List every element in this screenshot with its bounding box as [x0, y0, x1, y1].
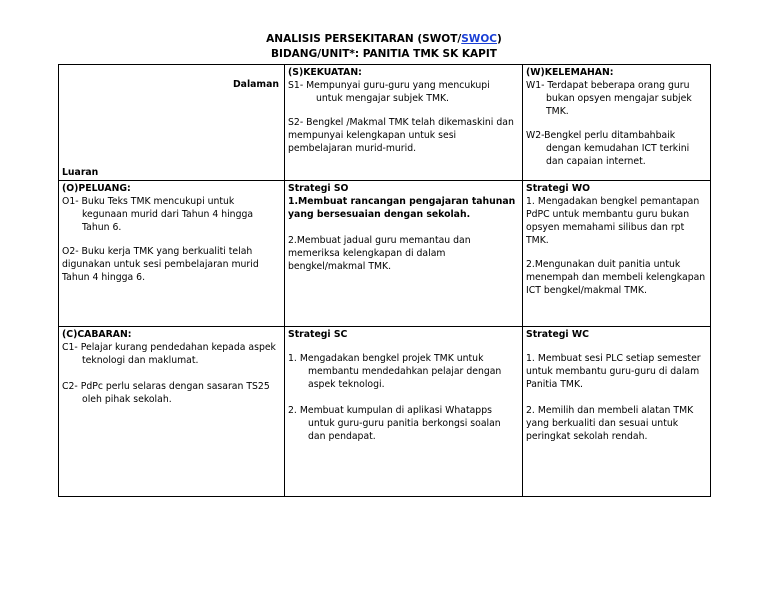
strength-item: S1- Mempunyai guru-guru yang mencukupi untuk mengajar subjek TMK. [288, 80, 490, 104]
strategy-so-cell [285, 181, 523, 327]
strategy-wc-heading: Strategi WC [526, 329, 589, 340]
threats-heading: (C)CABARAN: [62, 329, 132, 340]
strategy-so-item: 2.Membuat jadual guru memantau dan memeriksa kelengkapan di dalam bengkel/makmal TMK. [288, 235, 471, 272]
strategy-wo-item: 2.Mengunakan duit panitia untuk menempah dan membeli kelengkapan ICT bengkel/makmal TMK. [526, 259, 706, 296]
weaknesses-heading: (W)KELEMAHAN: [526, 67, 614, 78]
weakness-item: W2-Bengkel perlu ditambahbaik dengan kemudahan ICT terkini dan capaian internet. [526, 130, 690, 167]
strategy-sc-item: 1. Mengadakan bengkel projek TMK untuk membantu mendedahkan pelajar dengan aspek teknologi. [288, 353, 502, 390]
threat-item: C1- Pelajar kurang pendedahan kepada aspek teknologi dan maklumat. [62, 342, 276, 366]
strategy-so-item: 1.Membuat rancangan pengajaran tahunan yang bersesuaian dengan sekolah. [288, 196, 516, 220]
strategy-sc-cell [285, 327, 523, 497]
document-subtitle: BIDANG/UNIT*: PANITIA TMK SK KAPIT [271, 48, 497, 60]
strategy-wo-item: 1. Mengadakan bengkel pemantapan PdPC untuk membantu guru bukan opsyen memahami silibus dan rpt TMK. [526, 196, 700, 246]
swot-matrix [58, 64, 711, 497]
document-title [0, 33, 768, 46]
strengths-heading: (S)KEKUATAN: [288, 67, 362, 78]
strategy-wo-cell [523, 181, 711, 327]
title-prefix: ANALISIS PERSEKITARAN (SWOT/ [266, 33, 462, 45]
title-suffix: ) [497, 33, 502, 45]
threats-cell [59, 327, 285, 497]
weakness-item: W1- Terdapat beberapa orang guru bukan opsyen mengajar subjek TMK. [526, 80, 692, 117]
strategy-so-heading: Strategi SO [288, 183, 349, 194]
strengths-cell [285, 65, 523, 181]
strength-item: S2- Bengkel /Makmal TMK telah dikemaskini dan mempunyai kelengkapan untuk sesi pembelajaran murid-murid. [288, 117, 514, 154]
opportunities-heading: (O)PELUANG: [62, 183, 131, 194]
threat-item: C2- PdPc perlu selaras dengan sasaran TS25 oleh pihak sekolah. [62, 381, 270, 405]
strategy-wc-cell [523, 327, 711, 497]
strategy-wc-item: 1. Membuat sesi PLC setiap semester untuk membantu guru-guru di dalam Panitia TMK. [526, 353, 701, 390]
swoc-link[interactable]: SWOC [461, 33, 498, 45]
matrix-corner-cell [59, 65, 285, 181]
luaran-label: Luaran [62, 167, 99, 178]
strategy-sc-item: 2. Membuat kumpulan di aplikasi Whatapps untuk guru-guru panitia berkongsi soalan dan pendapat. [288, 405, 501, 442]
strategy-sc-heading: Strategi SC [288, 329, 348, 340]
strategy-wc-item: 2. Memilih dan membeli alatan TMK yang berkualiti dan sesuai untuk peringkat sekolah rendah. [526, 405, 694, 442]
weaknesses-cell [523, 65, 711, 181]
opportunity-item: O1- Buku Teks TMK mencukupi untuk kegunaan murid dari Tahun 4 hingga Tahun 6. [62, 196, 254, 233]
opportunity-item: O2- Buku kerja TMK yang berkualiti telah digunakan untuk sesi pembelajaran murid Tahun 4 hingga 6. [62, 246, 259, 283]
strategy-wo-heading: Strategi WO [526, 183, 590, 194]
dalaman-label: Dalaman [232, 79, 279, 90]
opportunities-cell [59, 181, 285, 327]
